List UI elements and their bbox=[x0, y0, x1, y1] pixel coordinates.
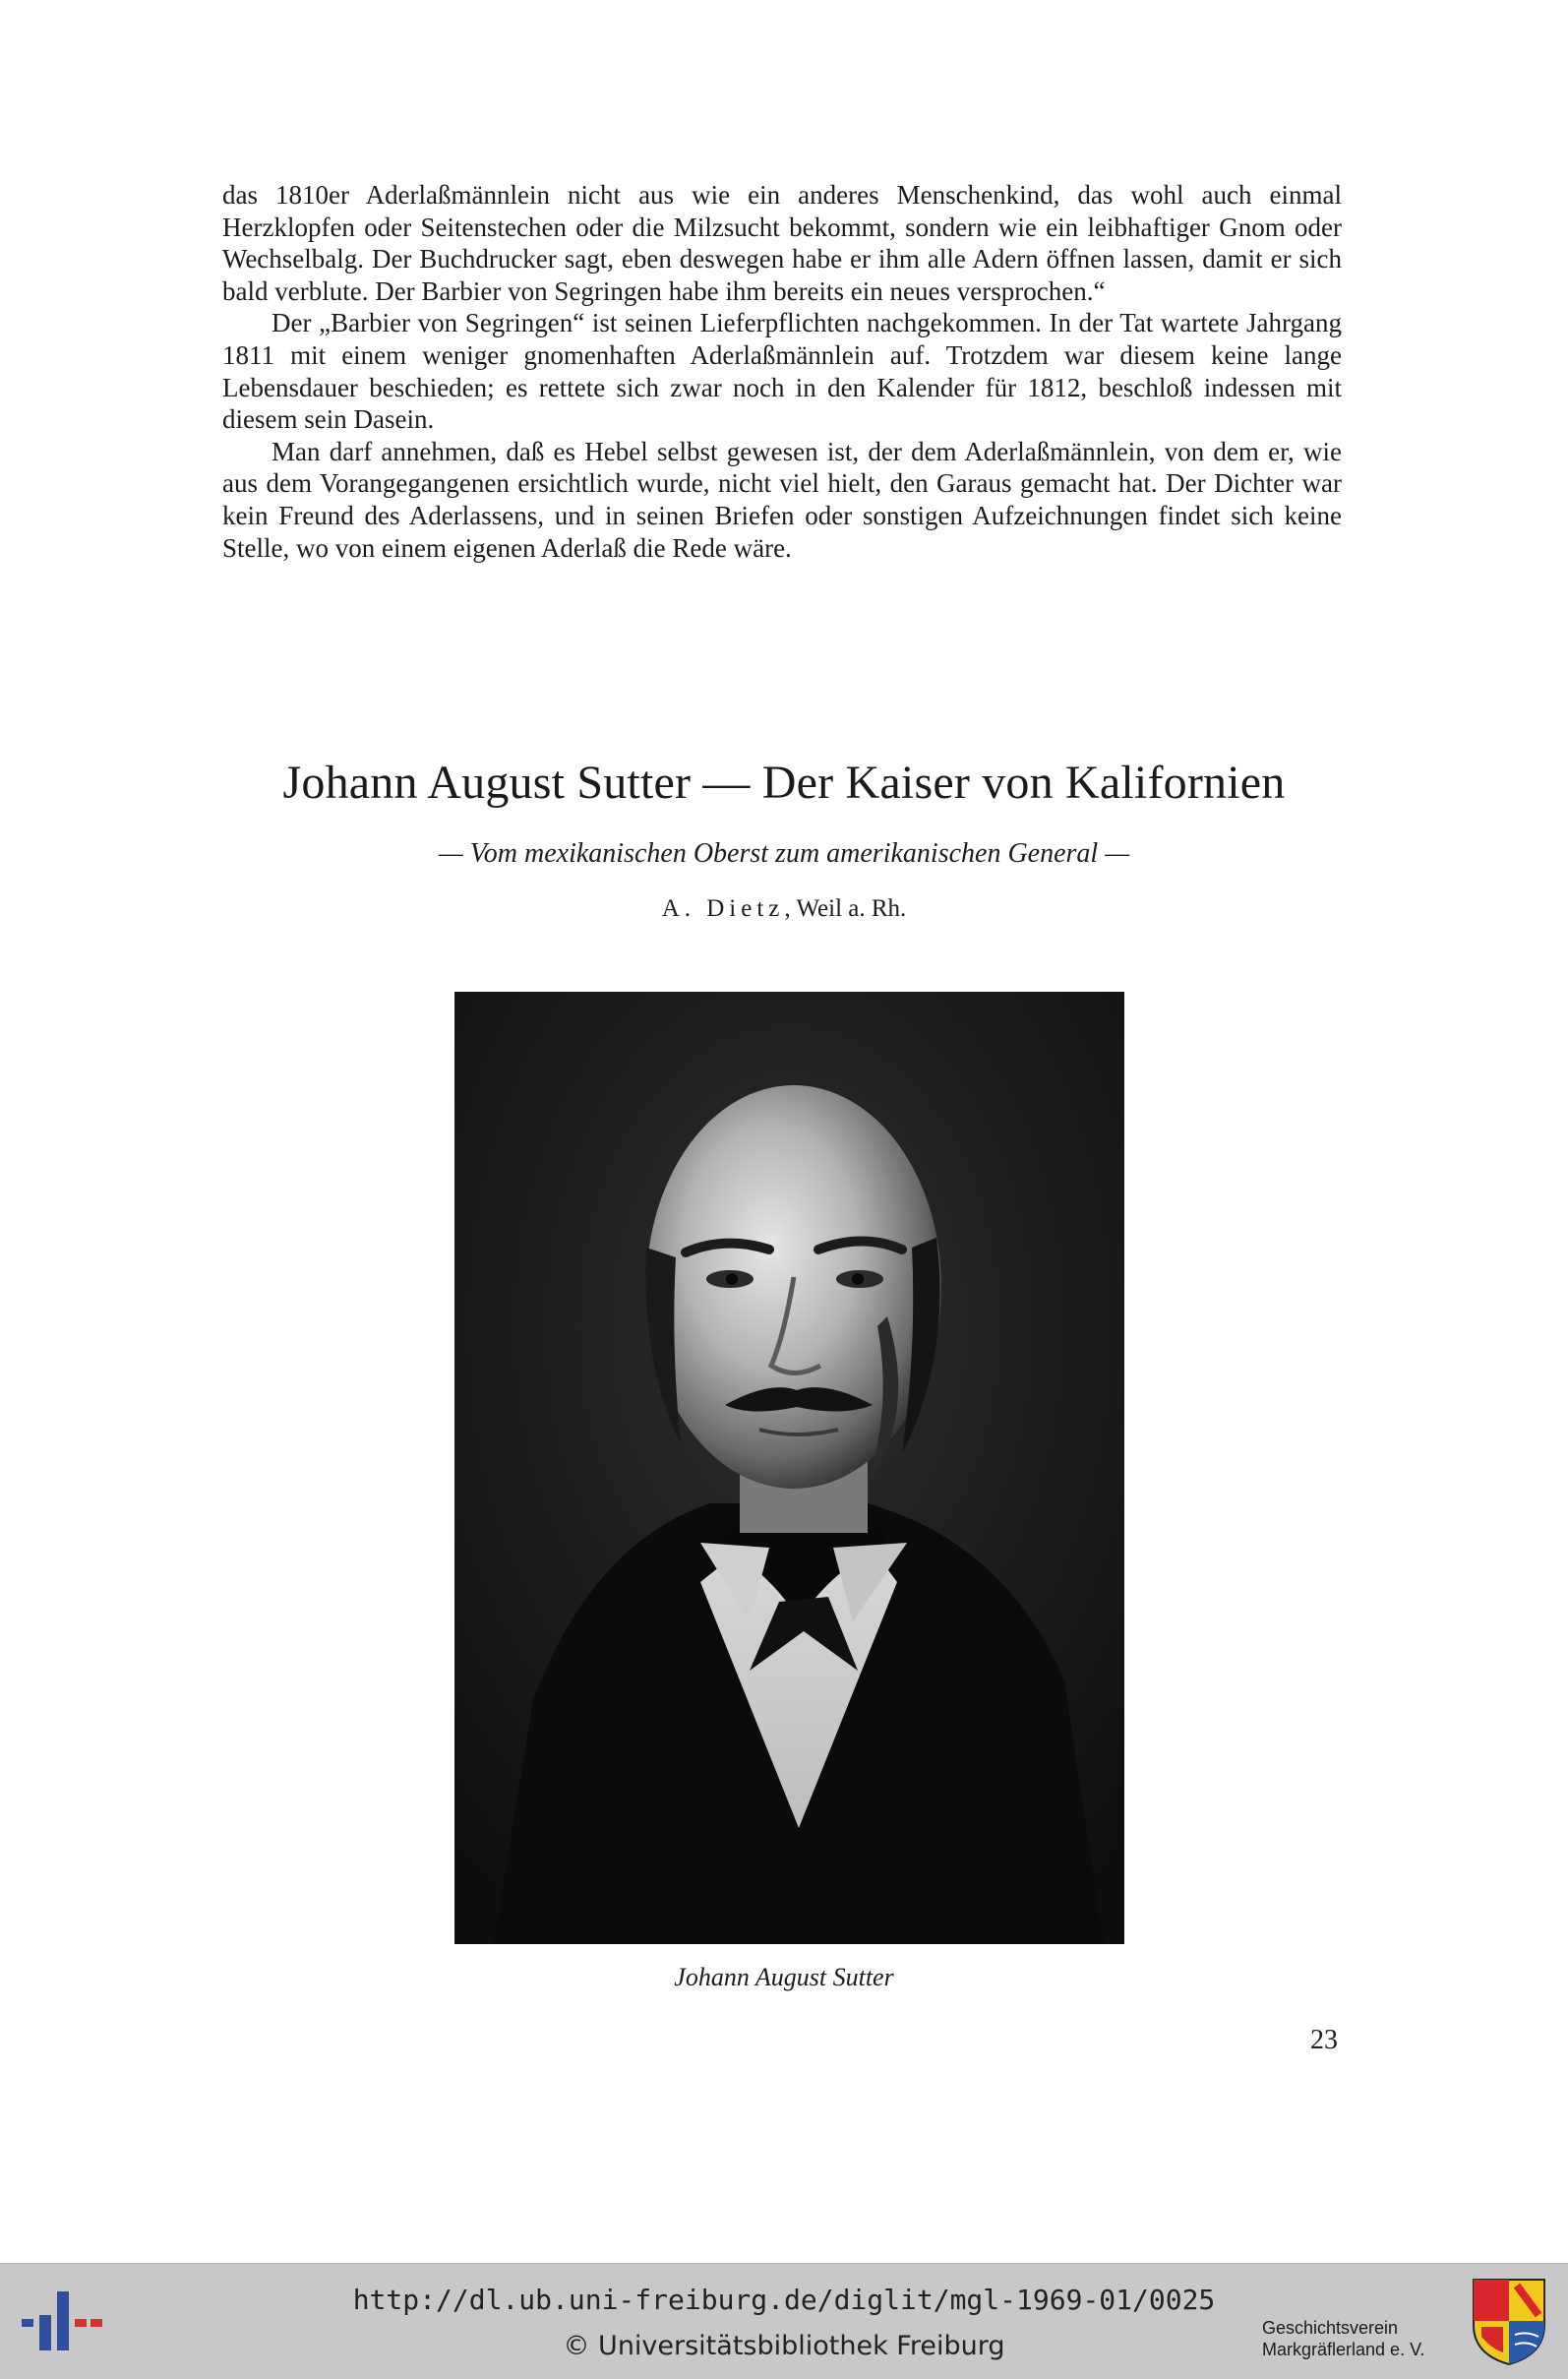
portrait-image bbox=[454, 992, 1124, 1944]
footer-bar bbox=[0, 2263, 1568, 2379]
figure-caption: Johann August Sutter bbox=[674, 1963, 894, 1991]
copyright-notice: © Universitätsbibliothek Freiburg bbox=[563, 2331, 1005, 2361]
paragraph-1: das 1810er Aderlaßmännlein nicht aus wie ein anderes Menschenkind, das wohl auch einmal Herzklopfen oder Seitenstechen oder die Milzsucht bekommt, sondern wie ein leibhaftiger Gnom oder Wechselbalg. Der Buchdrucker sagt, eben deswegen habe er ihm alle Adern öffnen lassen, damit er sich bald verblute. Der Barbier von Segringen habe ihm bereits ein neues versprochen.“ bbox=[222, 180, 1342, 306]
body-text bbox=[222, 179, 1342, 564]
article-title: Johann August Sutter — Der Kaiser von Kalifornien bbox=[282, 757, 1286, 809]
author-name: A. Dietz bbox=[661, 895, 785, 922]
paragraph-3: Man darf annehmen, daß es Hebel selbst gewesen ist, der dem Aderlaßmännlein, von dem er, wie aus dem Vorangegangenen ersichtlich wurde, nicht viel hielt, den Garaus gemacht hat. Der Dichter war kein Freund des Aderlassens, und in seinen Briefen oder sonstigen Aufzeichnungen findet sich keine Stelle, wo von einem eigenen Aderlaß die Rede wäre. bbox=[222, 436, 1342, 563]
permalink-url[interactable]: http://dl.ub.uni-freiburg.de/diglit/mgl-1969-01/0025 bbox=[352, 2284, 1216, 2316]
page-number: 23 bbox=[1310, 2025, 1338, 2055]
article-subtitle: — Vom mexikanischen Oberst zum amerikanischen General — bbox=[438, 838, 1130, 869]
article-author bbox=[0, 895, 1568, 923]
society-name-line2: Markgräflerland e. V. bbox=[1262, 2340, 1425, 2359]
author-place: , Weil a. Rh. bbox=[784, 895, 907, 922]
paragraph-2: Der „Barbier von Segringen“ ist seinen Lieferpflichten nachgekommen. In der Tat wartete Jahrgang 1811 mit einem weniger gnomenhaften Aderlaßmännlein auf. Trotzdem war diesem keine lange Lebensdauer beschieden; es rettete sich zwar noch in den Kalender für 1812, beschloß indessen mit diesem sein Dasein. bbox=[222, 308, 1342, 435]
society-name bbox=[1262, 2317, 1459, 2360]
society-crest-icon bbox=[1470, 2276, 1548, 2368]
society-name-line1: Geschichtsverein bbox=[1262, 2318, 1399, 2338]
portrait-illustration bbox=[454, 992, 1124, 1944]
